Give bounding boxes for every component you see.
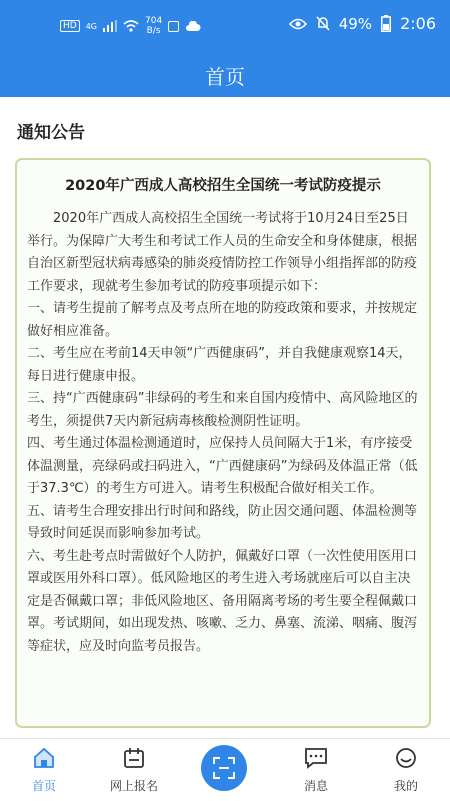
nav-home[interactable] — [4, 747, 84, 794]
home-icon — [33, 747, 55, 769]
notice-item: 三、持“广西健康码”非绿码的考生和来自国内疫情中、高风险地区的考生，须提供7天内新冠病毒核酸检测阴性证明。 — [27, 391, 418, 429]
notice-item: 四、考生通过体温检测通道时，应保持人员间隔大于1米，有序接受体温测量，亮绿码或扫码进入，“广西健康码”为绿码及体温正常（低于37.3℃）的考生方可进入。请考生积极配合做好相关工作。 — [27, 436, 418, 496]
eye-icon — [289, 18, 307, 30]
section-title: 通知公告 — [17, 123, 85, 143]
battery-icon — [381, 15, 391, 32]
scan-icon — [212, 756, 236, 780]
notice-item: 六、考生赴考点时需做好个人防护，佩戴好口罩（一次性使用医用口罩或医用外科口罩）。低风险地区的考生进入考场就座后可以自主决定是否佩戴口罩；非低风险地区、备用隔离考场的考生要全程佩戴口罩。考试期间，如出现发热、咳嗽、乏力、鼻塞、流涕、咽痛、腹泻等症状，应及时向监考员报告。 — [27, 548, 418, 654]
app-bar — [0, 54, 450, 97]
hd-icon: HD — [60, 20, 80, 32]
notice-body — [27, 208, 421, 658]
notice-title: 2020年广西成人高校招生全国统一考试防疫提示 — [65, 178, 381, 194]
nav-mine-label: 我的 — [393, 779, 418, 793]
signal-icon — [103, 20, 117, 32]
nav-register[interactable] — [94, 747, 174, 794]
notice-item: 二、考生应在考前14天申领“广西健康码”，并自我健康观察14天，每日进行健康申报。 — [27, 346, 412, 384]
message-icon — [304, 747, 328, 769]
nav-messages[interactable] — [276, 747, 356, 794]
network-type: 4G — [85, 21, 97, 31]
page-title: 首页 — [205, 65, 245, 89]
notice-intro: 2020年广西成人高校招生全国统一考试将于10月24日至25日举行。为保障广大考生和考试工作人员的生命安全和身体健康，根据自治区新型冠状病毒感染的肺炎疫情防控工作领导小组指挥部的防疫工作要求，现就考生参加考试的防疫事项提示如下： — [27, 211, 418, 294]
nav-mine[interactable] — [366, 747, 446, 794]
calendar-icon — [123, 747, 145, 769]
nav-home-label: 首页 — [31, 779, 56, 793]
network-speed-unit: B/s — [146, 26, 161, 36]
notification-icon — [168, 21, 179, 32]
status-bar — [0, 0, 450, 54]
status-right-icons — [289, 14, 436, 33]
wifi-icon — [123, 20, 139, 32]
notice-item: 一、请考生提前了解考点及考点所在地的防疫政策和要求，并按规定做好相应准备。 — [27, 301, 418, 339]
notice-item: 五、请考生合理安排出行时间和路线，防止因交通问题、体温检测等导致时间延误而影响参加考试。 — [27, 503, 418, 541]
status-left-icons — [60, 16, 201, 36]
clock: 2:06 — [400, 14, 436, 33]
nav-register-label: 网上报名 — [109, 779, 158, 793]
scan-button[interactable] — [201, 745, 247, 791]
nav-messages-label: 消息 — [303, 779, 328, 793]
cloud-icon — [185, 21, 201, 31]
notice-card[interactable] — [15, 158, 431, 728]
mute-bell-icon — [316, 16, 330, 31]
network-speed — [145, 16, 162, 36]
battery-level: 49% — [338, 14, 373, 33]
network-speed-value: 704 — [145, 16, 163, 26]
smiley-icon — [395, 747, 417, 769]
